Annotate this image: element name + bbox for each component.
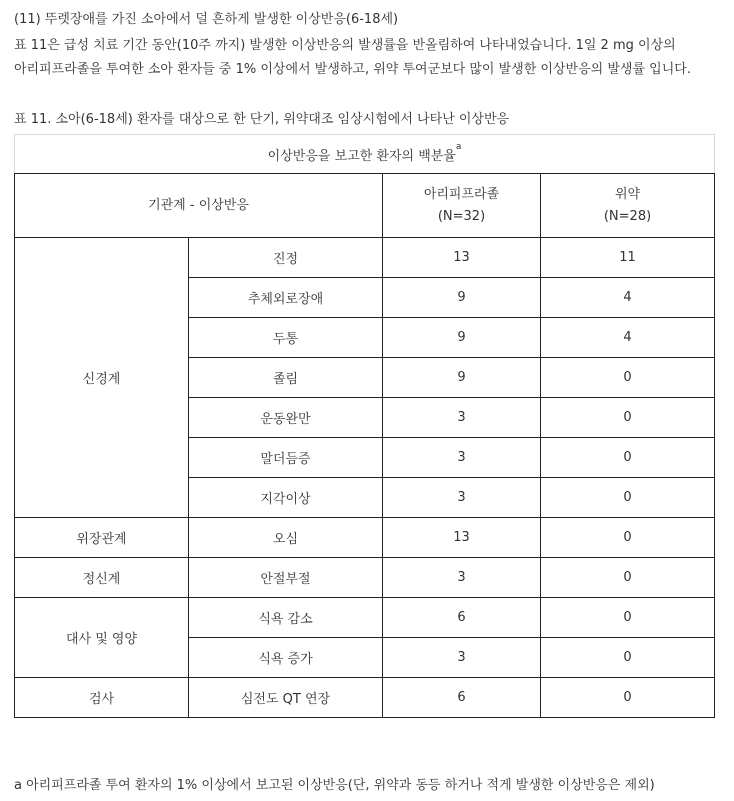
organ-system-cell: 정신계	[15, 558, 189, 598]
section-paragraph: 표 11은 급성 치료 기간 동안(10주 까지) 발생한 이상반응의 발생률을 반올림하여 나타내었습니다. 1일 2 mg 이상의 아리피프라졸을 투여한 소아 환자들 중 1% 이상에서 발생하고, 위약 투여군보다 많이 발생한 이상반응의 발생률 입니다.	[14, 38, 691, 77]
table-title	[15, 135, 715, 174]
placebo-percent-cell: 0	[541, 358, 715, 398]
placebo-percent-cell: 0	[541, 598, 715, 638]
placebo-percent-cell: 4	[541, 318, 715, 358]
adverse-event-cell: 오심	[189, 518, 383, 558]
drug-percent-cell: 6	[383, 598, 541, 638]
placebo-percent-cell: 4	[541, 278, 715, 318]
table-row	[15, 558, 715, 598]
placebo-percent-cell: 0	[541, 678, 715, 718]
placebo-percent-cell: 0	[541, 518, 715, 558]
header-drug-n: (N=32)	[437, 208, 486, 224]
header-drug	[383, 174, 541, 238]
section-heading: (11) 뚜렛장애를 가진 소아에서 덜 흔하게 발생한 이상반응(6-18세)	[14, 12, 399, 27]
organ-system-cell: 대사 및 영양	[15, 598, 189, 678]
table-header-row	[15, 174, 715, 238]
adverse-event-cell: 지각이상	[189, 478, 383, 518]
table-title-footnote-marker: a	[455, 141, 462, 152]
table-row	[15, 678, 715, 718]
drug-percent-cell: 13	[383, 238, 541, 278]
adverse-event-cell: 두통	[189, 318, 383, 358]
table-footnote: a 아리피프라졸 투여 환자의 1% 이상에서 보고된 이상반응(단, 위약과 동등 하거나 적게 발생한 이상반응은 제외)	[14, 778, 655, 793]
adverse-event-cell: 안절부절	[189, 558, 383, 598]
header-placebo	[541, 174, 715, 238]
header-category-label: 기관계 - 이상반응	[148, 197, 249, 213]
table-row	[15, 598, 715, 638]
placebo-percent-cell: 0	[541, 478, 715, 518]
table-caption: 표 11. 소아(6-18세) 환자를 대상으로 한 단기, 위약대조 임상시험에서 나타난 이상반응	[14, 112, 510, 127]
drug-percent-cell: 3	[383, 438, 541, 478]
adverse-event-cell: 심전도 QT 연장	[189, 678, 383, 718]
drug-percent-cell: 6	[383, 678, 541, 718]
organ-system-cell: 신경계	[15, 238, 189, 518]
placebo-percent-cell: 0	[541, 438, 715, 478]
drug-percent-cell: 3	[383, 478, 541, 518]
placebo-percent-cell: 11	[541, 238, 715, 278]
header-category	[15, 174, 383, 238]
drug-percent-cell: 9	[383, 358, 541, 398]
drug-percent-cell: 9	[383, 318, 541, 358]
placebo-percent-cell: 0	[541, 558, 715, 598]
table-body	[15, 238, 715, 718]
header-drug-name: 아리피프라졸	[423, 186, 500, 202]
adverse-event-cell: 운동완만	[189, 398, 383, 438]
adverse-event-cell: 말더듬증	[189, 438, 383, 478]
drug-percent-cell: 9	[383, 278, 541, 318]
table-row	[15, 518, 715, 558]
adverse-event-cell: 추체외로장애	[189, 278, 383, 318]
table-row	[15, 238, 715, 278]
adverse-event-cell: 식욕 감소	[189, 598, 383, 638]
header-placebo-n: (N=28)	[603, 208, 652, 224]
organ-system-cell: 검사	[15, 678, 189, 718]
placebo-percent-cell: 0	[541, 638, 715, 678]
placebo-percent-cell: 0	[541, 398, 715, 438]
table-title-text: 이상반응을 보고한 환자의 백분율	[267, 148, 456, 164]
adverse-event-cell: 졸림	[189, 358, 383, 398]
adverse-events-table	[14, 134, 715, 718]
organ-system-cell: 위장관계	[15, 518, 189, 558]
drug-percent-cell: 13	[383, 518, 541, 558]
drug-percent-cell: 3	[383, 398, 541, 438]
header-placebo-name: 위약	[614, 186, 641, 202]
adverse-event-cell: 식욕 증가	[189, 638, 383, 678]
drug-percent-cell: 3	[383, 558, 541, 598]
table-title-row	[15, 135, 715, 174]
drug-percent-cell: 3	[383, 638, 541, 678]
adverse-event-cell: 진정	[189, 238, 383, 278]
